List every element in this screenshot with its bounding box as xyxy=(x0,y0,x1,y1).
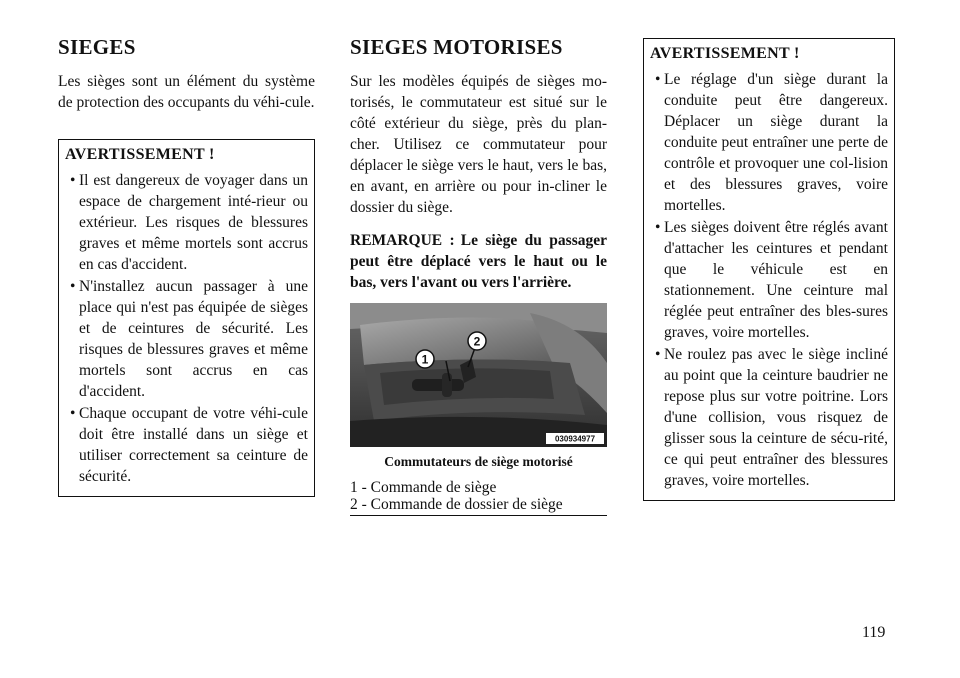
warning-box-seat-adjustment xyxy=(643,38,895,501)
note-paragraph xyxy=(350,230,607,293)
warning-item: • Les sièges doivent être réglés avant d'attacher les ceintures et pendant que le véhicule est en stationnement. Une ceinture mal réglée peut entraîner des bles-sures graves, voire mortelles. xyxy=(655,219,888,341)
section-title-sieges-motorises: SIEGES MOTORISES xyxy=(350,35,563,59)
warning-item: • Chaque occupant de votre véhi-cule doit être installé dans un siège et utiliser correctement sa ceinture de sécurité. xyxy=(70,405,308,485)
warning-item: • Ne roulez pas avec le siège incliné au point que la ceinture baudrier ne repose plus sur votre poitrine. Lors d'une collision, vous risquez de glisser sous la ceinture de sécu-rité, ce qui peut entraîner des blessures graves, voire mortelles. xyxy=(655,346,888,489)
note-text: Le siège du passager peut être déplacé vers le haut ou le bas, vers l'avant ou vers l'arrière. xyxy=(350,232,607,291)
power-seats-paragraph: Sur les modèles équipés de sièges mo-torisés, le commutateur est situé sur le côté extérieur du siège, près du plan-cher. Utilisez ce commutateur pour déplacer le siège vers le haut, vers le bas, en avant, en arrière ou pour in-cliner le dossier du siège. xyxy=(350,73,607,216)
warning-list xyxy=(65,170,308,487)
warning-item: • Il est dangereux de voyager dans un espace de chargement inté-rieur ou extérieur. Les risques de blessures graves et même mortels sont accrus en cas d'accident. xyxy=(70,172,308,273)
callout-1-label: 1 xyxy=(421,352,429,367)
legend-item: 2 - Commande de dossier de siège xyxy=(350,496,563,513)
section-title-sieges: SIEGES xyxy=(58,35,136,59)
warning-item: • Le réglage d'un siège durant la conduite peut être dangereux. Déplacer un siège durant la conduite peut entraîner une perte de contrôle et provoquer une col-lision et des blessures graves, voire mortelles. xyxy=(655,71,888,214)
warning-box-occupants xyxy=(58,139,315,497)
bullet-icon: • xyxy=(70,405,76,422)
left-column xyxy=(58,34,315,497)
warning-list xyxy=(650,69,888,491)
seat-switch-illustration xyxy=(350,303,607,447)
bullet-icon: • xyxy=(70,278,76,295)
warning-title: AVERTISSEMENT ! xyxy=(65,146,215,163)
bullet-icon: • xyxy=(70,172,76,189)
middle-column xyxy=(350,34,607,516)
figure-caption: Commutateurs de siège motorisé xyxy=(384,454,573,469)
warning-title: AVERTISSEMENT ! xyxy=(650,45,800,62)
figure-code: 030934977 xyxy=(554,434,596,444)
legend-item: 1 - Commande de siège xyxy=(350,479,497,496)
warning-item: • N'installez aucun passager à une place qui n'est pas équipée de sièges et de ceintures de sécurité. Les risques de blessures graves et même mortels sont accrus en cas d'accident. xyxy=(70,278,308,400)
intro-paragraph: Les sièges sont un élément du système de protection des occupants du véhi-cule. xyxy=(58,73,315,111)
page-number: 119 xyxy=(862,624,886,641)
callout-2-label: 2 xyxy=(473,334,481,349)
bullet-icon: • xyxy=(655,346,661,363)
bullet-icon: • xyxy=(655,71,661,88)
seat-switch-photo xyxy=(350,303,607,447)
note-label: REMARQUE : xyxy=(350,232,455,249)
figure-legend xyxy=(350,479,607,516)
bullet-icon: • xyxy=(655,219,661,236)
right-column xyxy=(643,38,895,501)
